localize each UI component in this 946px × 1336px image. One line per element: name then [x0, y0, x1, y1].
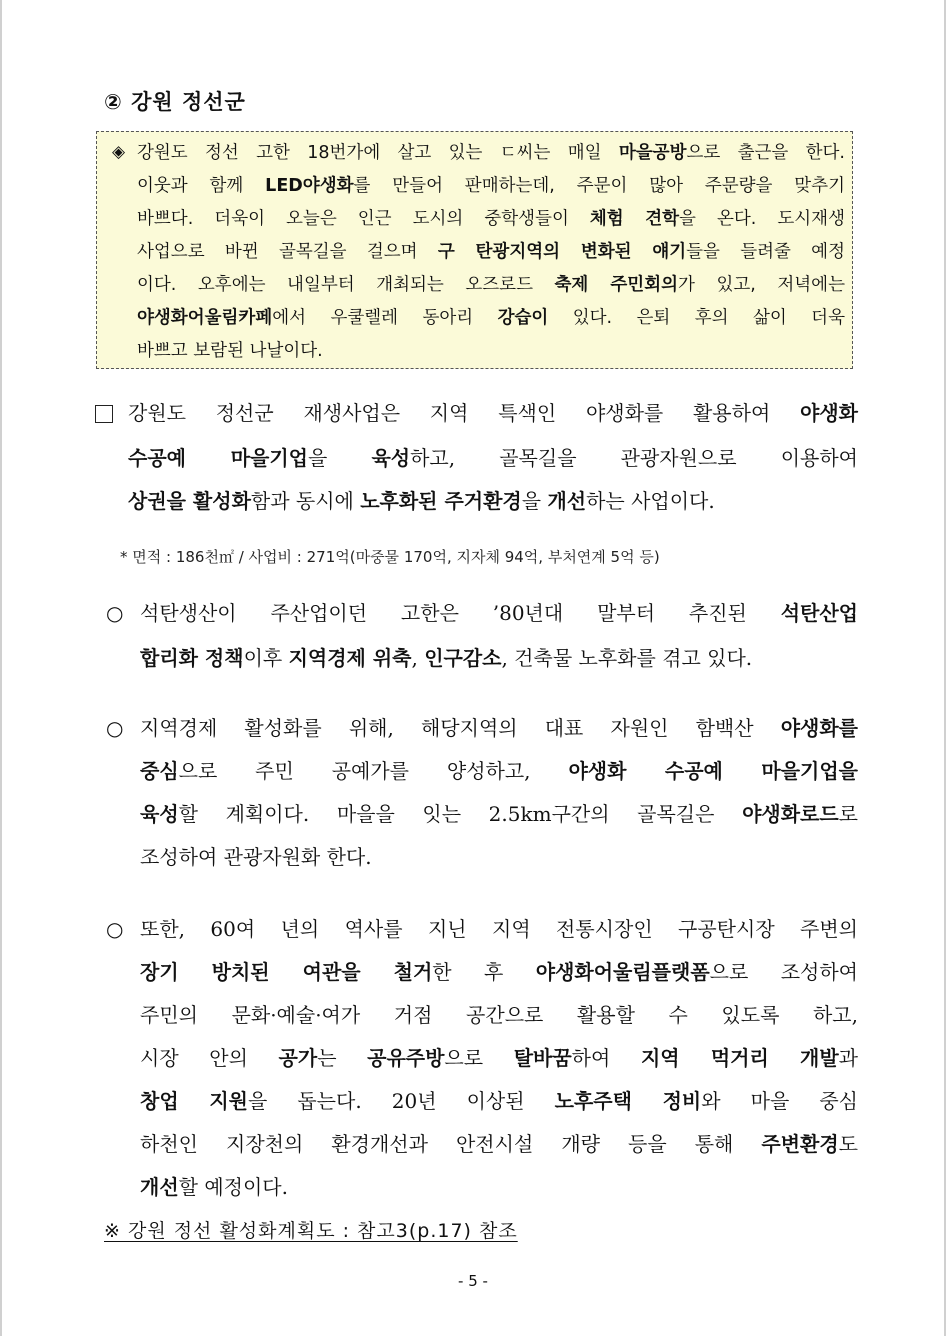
bold-text: 육성 — [140, 802, 179, 826]
text: 들을 들려줄 예정 — [686, 242, 845, 262]
bold-text: 야생화 수공예 마을기업을 — [568, 759, 858, 783]
bold-text: 주변환경 — [761, 1132, 839, 1156]
bold-text: 마을공방 — [618, 143, 687, 163]
text: 주민의 문화·예술·여가 거점 공간으로 활용할 수 있도록 하고, — [140, 1003, 858, 1027]
text: 석탄생산이 주산업이던 고한은 ’80년대 말부터 추진된 — [140, 601, 781, 625]
text: 으로 조성하여 — [709, 960, 858, 984]
story-line — [137, 142, 845, 164]
main-paragraph-line — [128, 488, 858, 514]
bullet-line — [140, 715, 858, 741]
bold-text: 상권을 활성화 — [128, 489, 251, 513]
text: 을 돕는다. 20년 이상된 — [247, 1089, 555, 1113]
bold-text: 축제 주민회의 — [554, 275, 679, 295]
bold-text: 야생화를 — [780, 716, 858, 740]
text: 을 — [521, 489, 548, 513]
bold-text: 노후주택 정비 — [554, 1089, 702, 1113]
text: 로 — [838, 802, 858, 826]
bold-text: 석탄산업 — [780, 601, 858, 625]
bullet-line — [140, 844, 858, 870]
bold-text: 구 탄광지역의 변화된 얘기 — [437, 242, 687, 262]
text: 바쁘다. 더욱이 오늘은 인근 도시의 중학생들이 — [137, 209, 590, 229]
text: 할 예정이다. — [178, 1175, 288, 1199]
bold-text: 육성 — [371, 446, 411, 470]
text: 이후 — [243, 646, 289, 670]
main-paragraph-line — [128, 400, 858, 426]
text: 할 계획이다. 마을을 잇는 2.5km구간의 골목길은 — [178, 802, 743, 826]
bold-text: 공가 — [278, 1046, 318, 1070]
text: 바쁘고 보람된 나날이다. — [137, 341, 323, 361]
circle-bullet-icon: ○ — [106, 917, 124, 941]
bullet-line — [140, 758, 858, 784]
text: 을 온다. 도시재생 — [679, 209, 845, 229]
text: 하여 — [571, 1046, 641, 1070]
story-line — [137, 340, 845, 362]
bold-text: 개선 — [140, 1175, 179, 1199]
section-title: ② 강원 정선군 — [104, 90, 246, 114]
text: 는 — [317, 1046, 368, 1070]
bullet-line — [140, 916, 858, 942]
footnote-area-budget: * 면적 : 186천㎡ / 사업비 : 271억(마중물 170억, 지자체 94억, 부처연계 5억 등) — [120, 548, 660, 566]
bold-text: LED야생화 — [265, 176, 354, 196]
text: 으로 — [444, 1046, 514, 1070]
text: 으로 출근을 한다. — [686, 143, 845, 163]
text: 와 마을 중심 — [701, 1089, 858, 1113]
bullet-line — [140, 1174, 858, 1200]
text: 지역경제 활성화를 위해, 해당지역의 대표 자원인 함백산 — [140, 716, 781, 740]
text: 이웃과 함께 — [137, 176, 266, 196]
page-number: - 5 - — [458, 1272, 488, 1290]
bold-text: 창업 지원 — [140, 1089, 248, 1113]
page-edge-left — [0, 0, 2, 1336]
story-box — [96, 131, 853, 369]
story-line — [137, 175, 845, 197]
text: , 건축물 노후화를 겪고 있다. — [501, 646, 753, 670]
text: 을 — [307, 446, 372, 470]
text: 있다. 은퇴 후의 삶이 더욱 — [548, 308, 845, 328]
bullet-line — [140, 1002, 858, 1028]
story-line — [137, 274, 845, 296]
bold-text: 강습이 — [497, 308, 549, 328]
text: 가 있고, 저녁에는 — [678, 275, 845, 295]
bold-text: 야생화어울림플랫폼 — [535, 960, 710, 984]
bold-text: 야생화어울림카페 — [137, 308, 273, 328]
bold-text: 개선 — [547, 489, 587, 513]
text: 사업으로 바뀐 골목길을 걸으며 — [137, 242, 438, 262]
reference-note: ※ 강원 정선 활성화계획도 : 참고3(p.17) 참조 — [104, 1220, 518, 1242]
bullet-line — [140, 600, 858, 626]
main-paragraph-line — [128, 445, 858, 471]
bold-text: 합리화 정책 — [140, 646, 244, 670]
text: 강원도 정선 고한 18번가에 살고 있는 ㄷ씨는 매일 — [137, 143, 619, 163]
bold-text: 야생화 — [800, 401, 858, 425]
text: 으로 주민 공예가를 양성하고, — [178, 759, 569, 783]
text: 를 만들어 판매하는데, 주문이 많아 주문량을 맞추기 — [353, 176, 845, 196]
circle-bullet-icon: ○ — [106, 601, 124, 625]
text: 함과 동시에 — [250, 489, 361, 513]
text: 하고, 골목길을 관광자원으로 이용하여 — [410, 446, 858, 470]
bold-text: 인구감소 — [424, 646, 502, 670]
story-line — [137, 307, 845, 329]
bold-text: 공유주방 — [367, 1046, 445, 1070]
bold-text: 중심 — [140, 759, 179, 783]
bold-text: 노후화된 주거환경 — [360, 489, 522, 513]
diamond-bullet-icon: ◈ — [112, 142, 126, 162]
text: 과 — [838, 1046, 858, 1070]
bold-text: 지역경제 위축 — [288, 646, 412, 670]
text: 강원도 정선군 재생사업은 지역 특색인 야생화를 활용하여 — [128, 401, 801, 425]
story-line — [137, 241, 845, 263]
bullet-line — [140, 801, 858, 827]
text: 도 — [838, 1132, 858, 1156]
text: 하천인 지장천의 환경개선과 안전시설 개량 등을 통해 — [140, 1132, 762, 1156]
bullet-line — [140, 1045, 858, 1071]
bold-text: 지역 먹거리 개발 — [640, 1046, 839, 1070]
text: , — [411, 646, 425, 670]
bullet-line — [140, 959, 858, 985]
text: 조성하여 관광자원화 한다. — [140, 845, 372, 869]
bold-text: 야생화로드 — [742, 802, 839, 826]
checkbox-square-icon — [95, 405, 113, 423]
circle-bullet-icon: ○ — [106, 716, 124, 740]
text: 시장 안의 — [140, 1046, 279, 1070]
bullet-line — [140, 645, 858, 671]
text: 이다. 오후에는 내일부터 개최되는 오즈로드 — [137, 275, 555, 295]
text: 에서 우쿨렐레 동아리 — [272, 308, 498, 328]
bold-text: 수공예 마을기업 — [128, 446, 308, 470]
text: 또한, 60여 년의 역사를 지닌 지역 전통시장인 구공탄시장 주변의 — [140, 917, 858, 941]
bold-text: 체험 견학 — [589, 209, 680, 229]
bullet-line — [140, 1088, 858, 1114]
bold-text: 장기 방치된 여관을 철거 — [140, 960, 433, 984]
bold-text: 탈바꿈 — [513, 1046, 572, 1070]
text: 하는 사업이다. — [586, 489, 715, 513]
story-line — [137, 208, 845, 230]
bullet-line — [140, 1131, 858, 1157]
text: 한 후 — [432, 960, 536, 984]
